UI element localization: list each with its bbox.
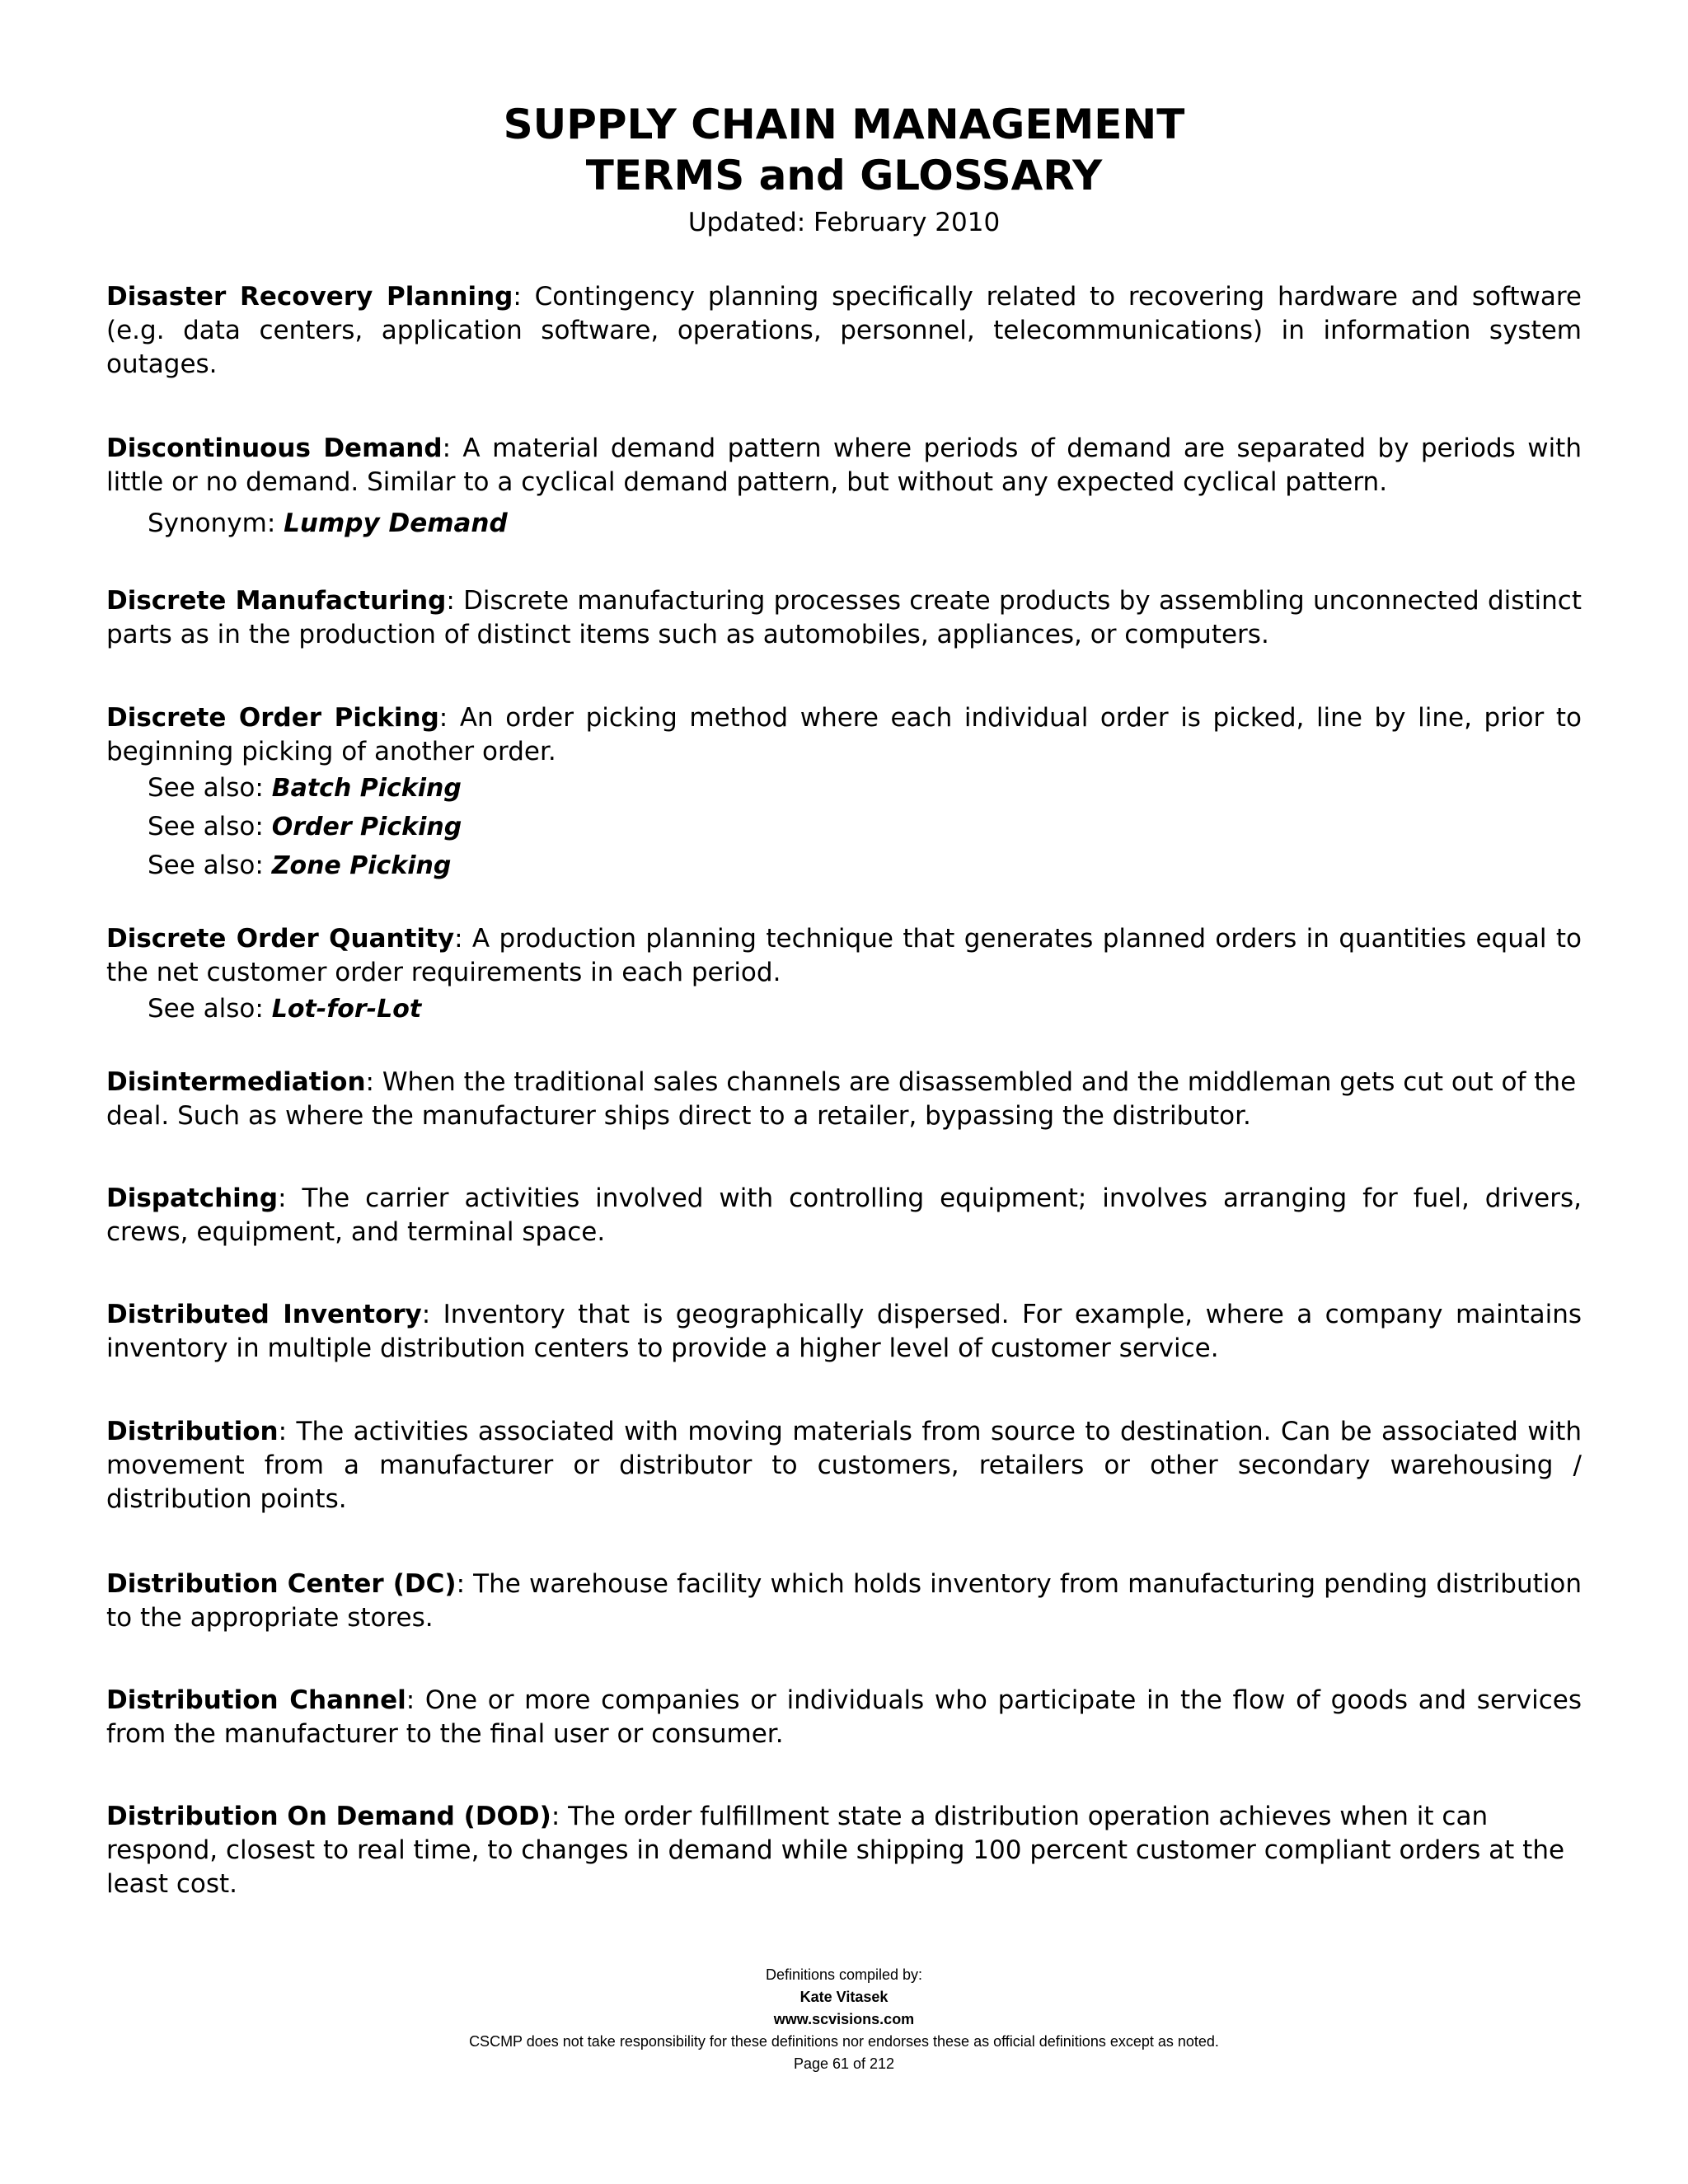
glossary-list	[106, 280, 1582, 1901]
entry-term: Distribution On Demand (DOD)	[106, 1802, 551, 1831]
entry-term: Dispatching	[106, 1183, 279, 1213]
see-also-line	[148, 808, 1582, 846]
glossary-entry	[106, 1066, 1582, 1133]
page-footer	[0, 1964, 1688, 2075]
see-also-line	[148, 846, 1582, 885]
entry-definition	[106, 922, 1582, 990]
glossary-entry	[106, 432, 1582, 547]
entry-text: : The activities associated with moving materials from source to destination. Can be associated with movement from a manufacturer or distributor to customers, retailers or other secondary warehousing / distribution points.	[106, 1417, 1582, 1514]
entry-definition	[106, 1684, 1582, 1751]
see-also-term: Zone Picking	[271, 851, 452, 880]
glossary-entry	[106, 1684, 1582, 1751]
footer-author: Kate Vitasek	[799, 1989, 889, 2005]
entry-term: Disaster Recovery Planning	[106, 282, 513, 312]
entry-definition	[106, 432, 1582, 499]
footer-compiled-by: Definitions compiled by:	[765, 1966, 923, 1983]
entry-term: Distribution Center (DC)	[106, 1569, 457, 1599]
glossary-entry	[106, 1415, 1582, 1516]
see-also-line	[148, 769, 1582, 808]
footer-page-number: Page 61 of 212	[793, 2055, 895, 2072]
see-also-term: Batch Picking	[271, 774, 462, 803]
see-also-term: Order Picking	[271, 813, 462, 841]
entry-term: Distribution	[106, 1417, 279, 1446]
entry-text: : An order picking method where each individual order is picked, line by line, prior to beginning picking of another order.	[106, 703, 1582, 766]
entry-text: : When the traditional sales channels are disassembled and the middleman gets cut out of the deal. Such as where the manufacturer ships direct to a retailer, bypassing the distributor.	[106, 1067, 1577, 1131]
footer-website: www.scvisions.com	[773, 2011, 915, 2027]
see-also-label: See also:	[148, 994, 272, 1024]
footer-disclaimer: CSCMP does not take responsibility for these definitions nor endorses these as official definitions except as noted.	[469, 2033, 1219, 2050]
glossary-entry	[106, 1568, 1582, 1635]
entry-text: : A material demand pattern where periods of demand are separated by periods with little or no demand. Similar to a cyclical demand pattern, but without any expected cyclical pattern.	[106, 434, 1582, 497]
see-also-label: See also:	[148, 812, 272, 841]
entry-term: Distribution Channel	[106, 1685, 406, 1715]
entry-definition	[106, 1066, 1582, 1133]
entry-text: : Contingency planning specifically related to recovering hardware and software (e.g. data centers, application software, operations, personnel, telecommunications) in information system outages.	[106, 282, 1582, 379]
entry-text: : A production planning technique that generates planned orders in quantities equal to the net customer order requirements in each period.	[106, 924, 1582, 987]
entry-definition	[106, 584, 1582, 652]
synonym-label: Synonym:	[148, 509, 284, 538]
entry-definition	[106, 1415, 1582, 1516]
entry-definition	[106, 1182, 1582, 1249]
glossary-entry	[106, 1298, 1582, 1366]
glossary-entry	[106, 1800, 1582, 1901]
entry-term: Disintermediation	[106, 1067, 366, 1097]
see-also-line	[148, 990, 1582, 1029]
entry-definition	[106, 1298, 1582, 1366]
page-title	[0, 99, 1688, 201]
entry-term: Distributed Inventory	[106, 1300, 422, 1329]
entry-term: Discrete Order Quantity	[106, 924, 455, 954]
glossary-entry	[106, 584, 1582, 652]
see-also-term: Lot-for-Lot	[271, 995, 422, 1024]
entry-term: Discrete Manufacturing	[106, 586, 447, 616]
updated-date: Updated: February 2010	[687, 208, 1001, 237]
glossary-entry	[106, 280, 1582, 382]
glossary-entry	[106, 922, 1582, 1029]
synonym-line	[148, 499, 1582, 547]
entry-term: Discontinuous Demand	[106, 434, 443, 463]
synonym-term: Lumpy Demand	[284, 509, 508, 538]
entry-text: : Inventory that is geographically dispersed. For example, where a company maintains inventory in multiple distribution centers to provide a higher level of customer service.	[106, 1300, 1582, 1363]
see-also-label: See also:	[148, 773, 272, 803]
entry-definition	[106, 280, 1582, 382]
entry-definition	[106, 1800, 1582, 1901]
entry-text: : The order fulfillment state a distribution operation achieves when it can respond, closest to real time, to changes in demand while shipping 100 percent customer compliant orders at the least cost.	[106, 1802, 1565, 1899]
see-also-label: See also:	[148, 851, 272, 880]
entry-text: : Discrete manufacturing processes create products by assembling unconnected distinct parts as in the production of distinct items such as automobiles, appliances, or computers.	[106, 586, 1582, 649]
title-line-2: TERMS and GLOSSARY	[585, 152, 1103, 199]
glossary-entry	[106, 1182, 1582, 1249]
glossary-entry	[106, 701, 1582, 885]
entry-definition	[106, 1568, 1582, 1635]
entry-text: : The carrier activities involved with controlling equipment; involves arranging for fuel, drivers, crews, equipment, and terminal space.	[106, 1183, 1582, 1247]
entry-definition	[106, 701, 1582, 769]
entry-term: Discrete Order Picking	[106, 703, 439, 733]
title-line-1: SUPPLY CHAIN MANAGEMENT	[503, 101, 1185, 148]
entry-text: : One or more companies or individuals who participate in the flow of goods and services from the manufacturer to the final user or consumer.	[106, 1685, 1582, 1749]
entry-text: : The warehouse facility which holds inventory from manufacturing pending distribution to the appropriate stores.	[106, 1569, 1582, 1633]
